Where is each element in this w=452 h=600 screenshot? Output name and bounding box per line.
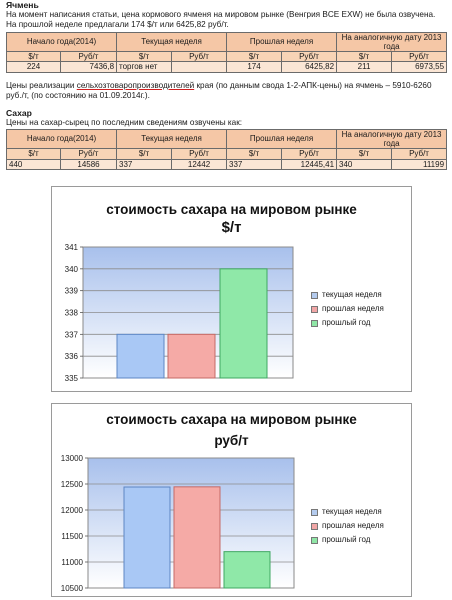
unit-header: Руб/т <box>282 51 337 62</box>
y-tick-label: 11000 <box>61 558 83 567</box>
bar-2 <box>168 334 215 378</box>
table-cell: 337 <box>117 159 172 170</box>
legend-swatch <box>311 320 318 327</box>
unit-header: $/т <box>7 51 61 62</box>
y-tick-label: 338 <box>64 308 78 318</box>
legend-label: текущая неделя <box>322 507 382 516</box>
table-cell: 440 <box>7 159 61 170</box>
column-header: Прошлая неделя <box>227 32 337 51</box>
legend-label: прошлый год <box>322 318 371 327</box>
legend-label: прошлый год <box>322 535 371 544</box>
unit-header: $/т <box>227 51 282 62</box>
y-tick-label: 335 <box>64 374 78 383</box>
table-header-row <box>7 32 447 51</box>
unit-header: $/т <box>117 149 172 160</box>
y-tick-label: 10500 <box>60 584 83 593</box>
producer-prices-text <box>6 81 446 102</box>
legend-swatch <box>311 509 318 516</box>
column-header: Текущая неделя <box>117 32 227 51</box>
table-row <box>7 62 447 73</box>
table-cell: 337 <box>227 159 282 170</box>
column-header: Текущая неделя <box>117 130 227 149</box>
table-row <box>7 159 447 170</box>
table-cell: 7436,8 <box>61 62 117 73</box>
legend-swatch <box>311 523 318 530</box>
chart-title-unit: руб/т <box>214 433 249 448</box>
sugar-heading: Сахар <box>6 107 32 118</box>
legend-swatch <box>311 292 318 299</box>
y-tick-label: 13000 <box>60 454 83 463</box>
bar-1 <box>117 334 164 378</box>
column-header: Начало года(2014) <box>7 32 117 51</box>
chart-title-unit: $/т <box>221 219 242 236</box>
table-cell: 224 <box>7 62 61 73</box>
unit-header: Руб/т <box>392 149 447 160</box>
chart-plot <box>52 404 411 596</box>
y-tick-label: 340 <box>64 264 78 274</box>
legend-item <box>311 302 384 316</box>
barley-para-1: На момент написания статьи, цена кормового ячменя на мировом рынке (Венгрия BCE EXW) не была озвучена. <box>6 10 436 19</box>
unit-header: $/т <box>227 149 282 160</box>
unit-header: Руб/т <box>61 149 117 160</box>
legend-item <box>311 288 384 302</box>
legend-label: прошлая неделя <box>322 521 384 530</box>
unit-header: Руб/т <box>392 51 447 62</box>
table-cell: торгов нет <box>117 62 172 73</box>
chart-title: стоимость сахара на мировом рынке <box>106 412 357 427</box>
table-header-row <box>7 130 447 149</box>
table-cell: 6973,55 <box>392 62 447 73</box>
y-tick-label: 341 <box>64 243 78 252</box>
bar-3 <box>224 552 270 588</box>
bar-2 <box>174 487 220 588</box>
y-tick-label: 339 <box>64 286 78 296</box>
table-cell: 174 <box>227 62 282 73</box>
chart-legend <box>311 505 384 547</box>
unit-header: $/т <box>117 51 172 62</box>
barley-heading: Ячмень <box>6 0 39 10</box>
table-subheader-row <box>7 149 447 160</box>
barley-para-2: На прошлой неделе предлагали 174 $/т или 6425,82 руб/т. <box>6 20 229 30</box>
y-tick-label: 11500 <box>61 532 83 541</box>
document <box>6 0 446 170</box>
y-tick-label: 12000 <box>60 506 83 515</box>
sugar-para: Цены на сахар-сырец по последним сведениям озвучены как: <box>6 117 243 127</box>
chart-legend <box>311 288 384 330</box>
table-cell: 12442 <box>172 159 227 170</box>
y-tick-label: 336 <box>64 352 78 362</box>
chart-usd <box>51 186 412 392</box>
table-cell: 211 <box>337 62 392 73</box>
legend-label: текущая неделя <box>322 290 382 299</box>
table-cell: 340 <box>337 159 392 170</box>
legend-label: прошлая неделя <box>322 304 384 313</box>
table-cell <box>172 62 227 73</box>
column-header: На аналогичную дату 2013 года <box>337 130 447 149</box>
barley-table <box>6 32 447 73</box>
table-cell: 14586 <box>61 159 117 170</box>
chart-rub <box>51 403 412 597</box>
table-cell: 6425,82 <box>282 62 337 73</box>
unit-header: $/т <box>337 51 392 62</box>
y-tick-label: 337 <box>64 330 78 340</box>
sugar-table <box>6 129 447 170</box>
table-cell: 12445,41 <box>282 159 337 170</box>
unit-header: Руб/т <box>172 149 227 160</box>
unit-header: Руб/т <box>61 51 117 62</box>
y-tick-label: 12500 <box>60 480 83 489</box>
legend-item <box>311 519 384 533</box>
producer-prices-pre: Цены реализации <box>6 81 77 90</box>
legend-swatch <box>311 306 318 313</box>
unit-header: $/т <box>337 149 392 160</box>
legend-swatch <box>311 537 318 544</box>
column-header: На аналогичную дату 2013 года <box>337 32 447 51</box>
unit-header: $/т <box>7 149 61 160</box>
bar-3 <box>220 269 267 378</box>
unit-header: Руб/т <box>172 51 227 62</box>
table-cell: 11199 <box>392 159 447 170</box>
column-header: Прошлая неделя <box>227 130 337 149</box>
chart-title: стоимость сахара на мировом рынке <box>106 202 357 217</box>
legend-item <box>311 316 384 330</box>
legend-item <box>311 533 384 547</box>
table-subheader-row <box>7 51 447 62</box>
producer-prices-post: края (по данным свода 1-2-АПК-цены) на ячмень – 5910-6260 руб./т, (по состоянию на 01.09.2014г.). <box>6 81 432 101</box>
unit-header: Руб/т <box>282 149 337 160</box>
bar-1 <box>124 487 170 588</box>
producer-prices-underlined: сельхозтоваропроизводителей <box>76 81 195 90</box>
column-header: Начало года(2014) <box>7 130 117 149</box>
legend-item <box>311 505 384 519</box>
